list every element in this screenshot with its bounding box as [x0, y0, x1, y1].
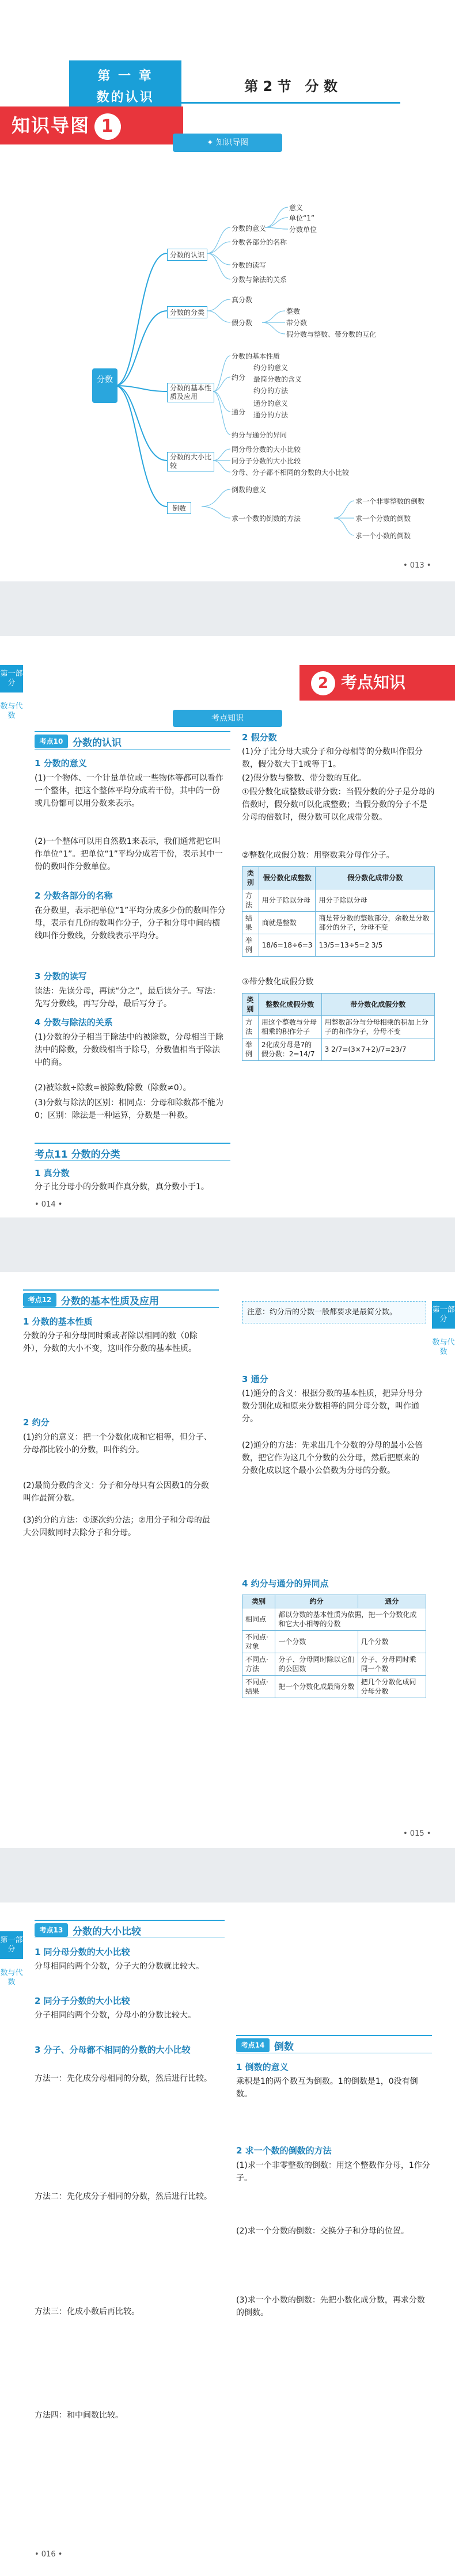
paragraph: (2)假分数与整数、带分数的互化。	[242, 774, 366, 783]
section-header-13: 考点13 分数的大小比较	[35, 1920, 225, 1938]
exam-label-pill: 考点知识	[173, 710, 282, 727]
paragraph: (3)约分的方法：①逐次约分法；②用分子和分母的最大公因数同时去除分子和分母。	[23, 1516, 210, 1538]
sub-heading: 2 分数各部分的名称	[35, 891, 113, 901]
branch-2: 分数的分类	[167, 306, 207, 318]
branch-1: 分数的认识	[167, 249, 207, 261]
map-item: 分数的基本性质	[232, 352, 280, 360]
map-item: 通分的意义	[253, 399, 289, 408]
section-header-14: 考点14 倒数	[236, 2035, 432, 2053]
sub-heading: 4 分数与除法的关系	[35, 1017, 113, 1028]
paragraph: (1)通分的含义：根据分数的基本性质，把异分母分数分别化成和原来分数相等的同分母分数，叫作通分。	[242, 1389, 423, 1424]
paragraph: 方法一：先化成分母相同的分数，然后进行比较。	[35, 2074, 212, 2083]
map-item: 同分母分数的大小比较	[232, 446, 301, 454]
paragraph: 方法二：先化成分子相同的分数，然后进行比较。	[35, 2192, 212, 2201]
map-item: 分数与除法的关系	[232, 276, 287, 284]
paragraph: (1)分子比分母大或分子和分母相等的分数叫作假分数，假分数大于1或等于1。	[242, 747, 423, 769]
table-reduce-vs-common: 类别 约分 通分 相同点 都以分数的基本性质为依据，把一个分数化成和它大小相等的分数 不同点·对象 一个分数 几个分数 不同点·方法 分子、分母同时除以它们的公因数 分子、分母同时乘同一个数 不同点·结果 把一个分数化成最简分数 把几个分数化成同分母分数	[242, 1595, 426, 1698]
map-item: 约分与通分的异同	[232, 431, 287, 439]
paragraph: (2)求一个分数的倒数：交换分子和分母的位置。	[236, 2227, 409, 2236]
side-tab-sub: 数与代数	[0, 1969, 23, 1987]
branch-5: 倒数	[167, 502, 191, 514]
side-tab: 第一部分	[0, 665, 23, 692]
paragraph: (2)通分的方法：先求出几个分数的分母的最小公倍数，把它作为这几个分数的公分母，然后把原来的分数化成以这个最小公倍数为分母的分数。	[242, 1441, 423, 1475]
note-box: 注意：约分后的分数一般都要求是最简分数。	[242, 1301, 426, 1323]
section-header-11: 考点11 分数的分类	[35, 1143, 230, 1161]
paragraph: 读法：先读分母，再读“分之”，最后读分子。写法：先写分数线，再写分母，最后写分子。	[35, 987, 221, 1009]
sub-heading: 1 分数的意义	[35, 758, 87, 768]
map-item: 求一个分数的倒数	[355, 515, 411, 523]
side-tab: 第一部分	[0, 1931, 23, 1959]
paragraph: 方法三：化成小数后再比较。	[35, 2307, 139, 2316]
branch-3: 分数的基本性质及应用	[167, 383, 214, 402]
sub-heading: 1 同分母分数的大小比较	[35, 1947, 130, 1957]
map-item: 分数的意义	[232, 225, 267, 233]
sub-heading: 2 同分子分数的大小比较	[35, 1996, 130, 2006]
table-to-improper: 类别 整数化成假分数 带分数化成假分数 方法 用这个整数与分母相乘的积作分子 用整数部分与分母相乘的积加上分子的和作分子，分母不变 举例 2化成分母是7的假分数：2=14/7 3 2/7=(3×7+2)/7=23/7	[242, 993, 435, 1061]
paragraph: (1)约分的意义：把一个分数化成和它相等，但分子、分母都比较小的分数，叫作约分。	[23, 1433, 212, 1455]
mind-map-root: 分数	[92, 368, 117, 403]
paragraph: 在分数里，表示把单位“1”平均分成多少份的数叫作分母，表示有几份的数叫作分子，分子和分母中间的横线叫作分数线，分数线表示平均分。	[35, 906, 226, 941]
map-item: 假分数	[232, 319, 253, 327]
paragraph: 分子比分母小的分数叫作真分数，真分数小于1。	[35, 1182, 209, 1192]
map-item: 单位“1”	[289, 214, 315, 222]
paragraph: 乘积是1的两个数互为倒数。1的倒数是1，0没有倒数。	[236, 2077, 418, 2099]
page-014	[0, 636, 455, 1217]
sub-heading: 1 倒数的意义	[236, 2062, 289, 2072]
sub-heading: 3 通分	[242, 1374, 268, 1384]
map-item: 意义	[289, 204, 304, 212]
section-header-10: 考点10 分数的认识	[35, 731, 230, 749]
map-item: 通分	[232, 408, 246, 416]
section-title: 第 2 节 分 数	[181, 69, 400, 104]
paragraph: 分母相同的两个分数，分子大的分数就比较大。	[35, 1962, 204, 1971]
page-016	[0, 1902, 455, 2576]
page-gap	[0, 1848, 455, 1902]
page-gap	[0, 581, 455, 636]
map-icon: ✦	[206, 138, 217, 147]
mind-map-lines	[0, 0, 455, 581]
exam-points-banner: 2 考点知识	[299, 665, 455, 701]
sub-heading: 2 假分数	[242, 732, 277, 743]
map-item: 分数单位	[289, 226, 317, 234]
map-item: 带分数	[286, 319, 308, 327]
page-013	[0, 0, 455, 581]
map-item: 通分的方法	[253, 411, 289, 419]
map-item: 假分数与整数、带分数的互化	[286, 330, 377, 338]
map-item: 分母、分子都不相同的分数的大小比较	[232, 469, 350, 477]
side-tab-sub: 数与代数	[432, 1338, 455, 1356]
page-number: • 014 •	[35, 1200, 63, 1209]
page-number: • 015 •	[403, 1829, 431, 1838]
map-item: 最简分数的含义	[253, 375, 302, 383]
chapter-header: 第 一 章 数的认识	[69, 60, 181, 115]
paragraph: (3)求一个小数的倒数：先把小数化成分数，再求分数的倒数。	[236, 2296, 425, 2318]
table-improper-to-mixed: 类别 假分数化成整数 假分数化成带分数 方法 用分子除以分母 用分子除以分母 结果 商就是整数 商是带分数的整数部分，余数是分数部分的分子，分母不变 举例 18/6=18÷6=3 13/5=13÷5=2 3/5	[242, 866, 435, 957]
sub-heading: 1 分数的基本性质	[23, 1316, 93, 1327]
map-label-pill: ✦ 知识导图	[173, 134, 282, 152]
paragraph: (1)求一个非零整数的倒数：用这个整数作分母，1作分子。	[236, 2161, 430, 2183]
paragraph: 分子相同的两个分数，分母小的分数比较大。	[35, 2011, 196, 2020]
paragraph: (1)分数的分子相当于除法中的被除数，分母相当于除法中的除数，分数线相当于除号，分数值相当于除法中的商。	[35, 1033, 223, 1067]
map-item: 同分子分数的大小比较	[232, 457, 301, 465]
paragraph: (2)最简分数的含义：分子和分母只有公因数1的分数叫作最简分数。	[23, 1481, 209, 1503]
map-item: 约分	[232, 374, 246, 382]
paragraph: (3)分数与除法的区别：相同点：分母和除数都不能为0；区别：除法是一种运算，分数是一种数。	[35, 1098, 223, 1120]
paragraph: ②整数化成假分数：用整数乘分母作分子。	[242, 851, 395, 860]
side-tab-sub: 数与代数	[0, 702, 23, 720]
map-item: 整数	[286, 307, 301, 315]
sub-heading: 4 约分与通分的异同点	[242, 1578, 329, 1589]
paragraph: 分数的分子和分母同时乘或者除以相同的数（0除外），分数的大小不变，这叫作分数的基本性质。	[23, 1331, 198, 1353]
paragraph: 方法四：和中间数比较。	[35, 2411, 123, 2420]
knowledge-map-banner: 知识导图 1	[0, 106, 183, 144]
paragraph: ③带分数化成假分数	[242, 977, 314, 987]
map-item: 真分数	[232, 296, 253, 304]
side-tab: 第一部分	[432, 1301, 455, 1329]
section-header-12: 考点12 分数的基本性质及应用	[23, 1289, 219, 1308]
branch-4: 分数的大小比较	[167, 452, 214, 471]
map-item: 分数的读写	[232, 261, 267, 269]
page-015	[0, 1272, 455, 1848]
paragraph: ①假分数化成整数或带分数：当假分数的分子是分母的倍数时，假分数可以化成整数；当假分数的分子不是分母的倍数时，假分数可以化成带分数。	[242, 787, 435, 822]
sub-heading: 2 求一个数的倒数的方法	[236, 2145, 332, 2156]
map-item: 分数各部分的名称	[232, 238, 287, 246]
paragraph: (2)一个整体可以用自然数1来表示，我们通常把它叫作单位“1”。把单位“1”平均分成若干份，表示其中一份的数叫作分数单位。	[35, 837, 223, 872]
page-number: • 016 •	[35, 2550, 63, 2559]
sub-heading: 3 分数的读写	[35, 971, 87, 981]
map-item: 求一个小数的倒数	[355, 532, 411, 540]
map-item: 求一个数的倒数的方法	[232, 515, 301, 523]
map-item: 求一个非零整数的倒数	[355, 497, 425, 505]
map-item: 约分的意义	[253, 364, 289, 372]
map-item: 倒数的意义	[232, 486, 267, 494]
map-item: 约分的方法	[253, 387, 289, 395]
sub-heading: 1 真分数	[35, 1168, 70, 1178]
paragraph: (1)一个物体、一个计量单位或一些物体等都可以看作一个整体，把这个整体平均分成若干份，其中的一份或几份都可以用分数来表示。	[35, 774, 223, 808]
page-gap	[0, 1217, 455, 1272]
sub-heading: 3 分子、分母都不相同的分数的大小比较	[35, 2045, 191, 2055]
paragraph: (2)被除数÷除数=被除数/除数（除数≠0）。	[35, 1083, 191, 1093]
sub-heading: 2 约分	[23, 1417, 50, 1428]
page-number: • 013 •	[403, 561, 431, 570]
